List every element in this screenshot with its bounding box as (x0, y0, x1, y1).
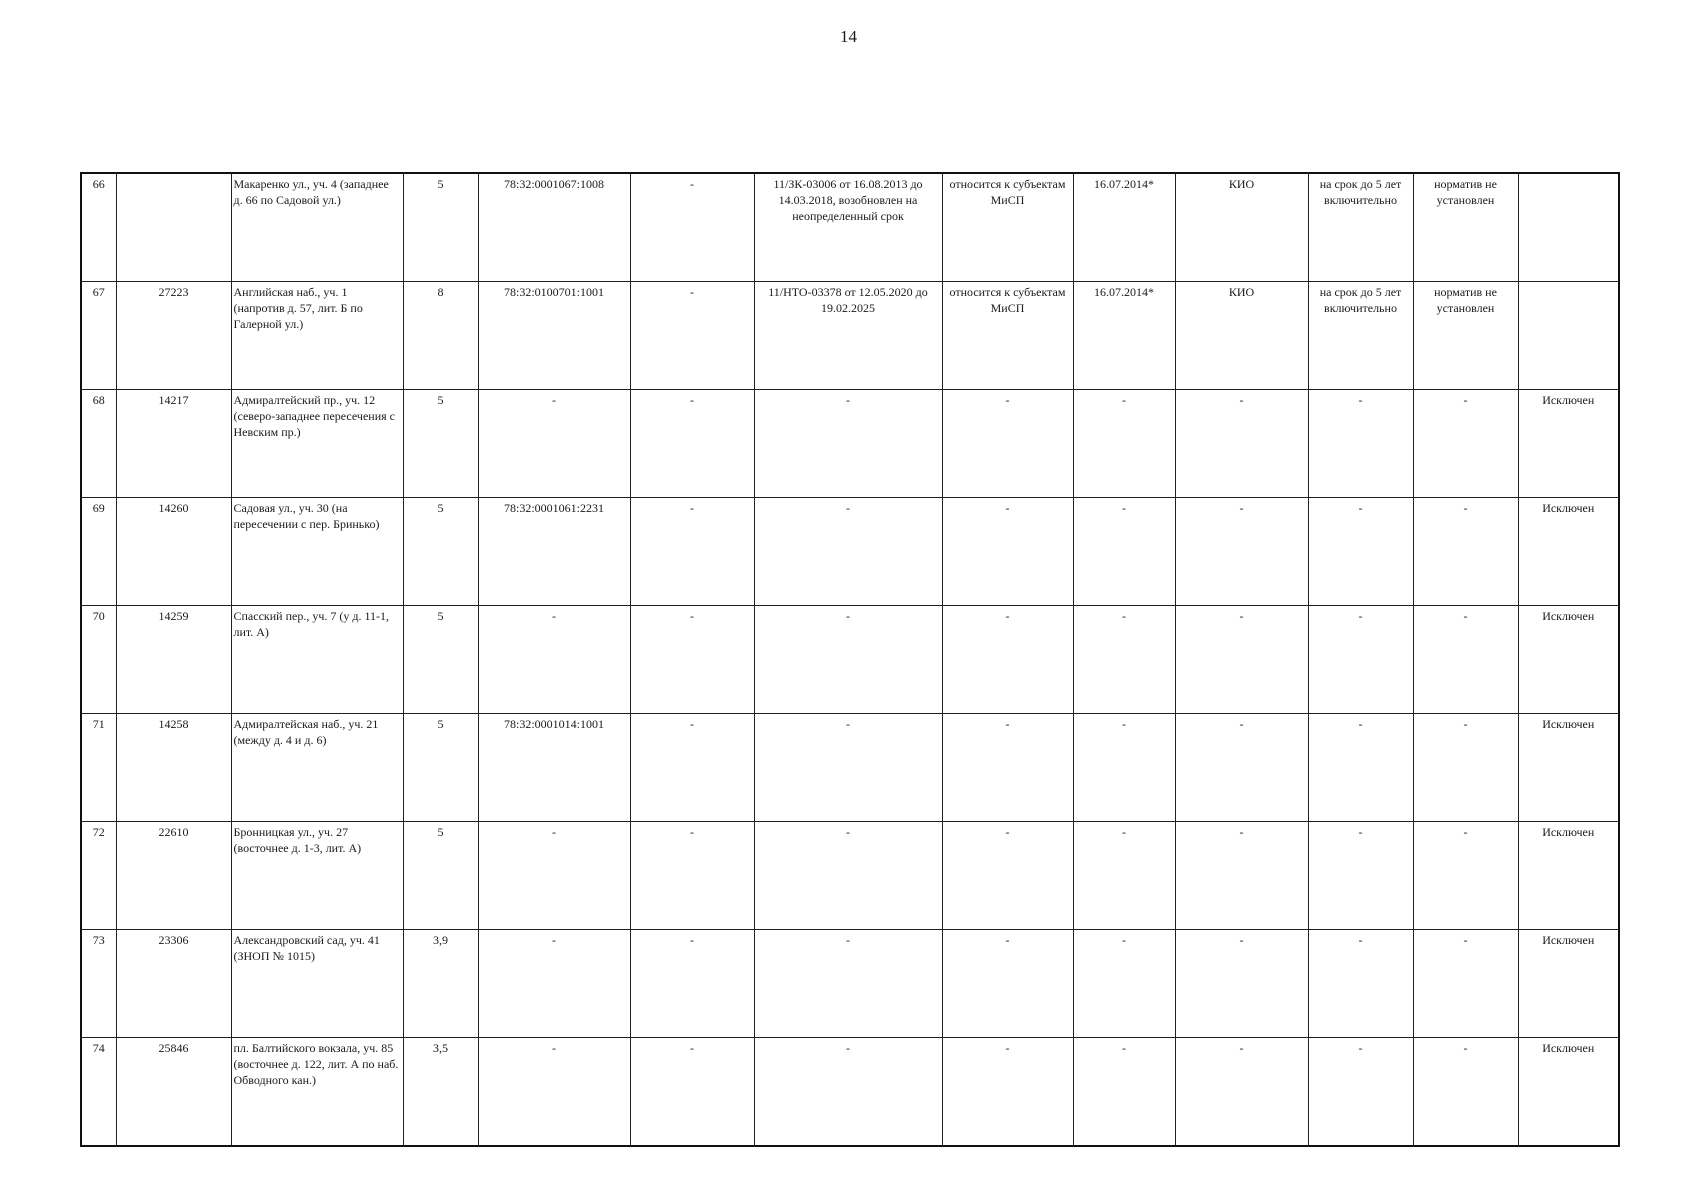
smsp-cell: - (942, 498, 1073, 606)
smsp-cell: - (942, 822, 1073, 930)
column-6-cell: - (630, 390, 754, 498)
cadastral-number-cell: - (478, 1038, 630, 1147)
column-6-cell: - (630, 498, 754, 606)
row-number-cell: 66 (81, 173, 116, 282)
authority-cell: - (1175, 714, 1308, 822)
norm-cell: - (1413, 930, 1518, 1038)
cadastral-number-cell: - (478, 930, 630, 1038)
inclusion-date-cell: - (1073, 1038, 1175, 1147)
area-cell: 5 (403, 173, 478, 282)
page-number: 14 (840, 27, 857, 46)
area-cell: 5 (403, 606, 478, 714)
term-cell: на срок до 5 лет включительно (1308, 173, 1413, 282)
column-6-cell: - (630, 173, 754, 282)
authority-cell: - (1175, 498, 1308, 606)
inclusion-date-cell: 16.07.2014* (1073, 282, 1175, 390)
area-cell: 5 (403, 822, 478, 930)
status-cell (1518, 173, 1619, 282)
column-6-cell: - (630, 282, 754, 390)
column-6-cell: - (630, 606, 754, 714)
area-cell: 5 (403, 390, 478, 498)
inclusion-date-cell: - (1073, 498, 1175, 606)
address-cell: Английская наб., уч. 1 (напротив д. 57, лит. Б по Галерной ул.) (231, 282, 403, 390)
contract-cell: - (754, 714, 942, 822)
row-number-cell: 69 (81, 498, 116, 606)
object-code-cell: 27223 (116, 282, 231, 390)
table-row (81, 390, 1619, 498)
term-cell: - (1308, 1038, 1413, 1147)
address-cell: Спасский пер., уч. 7 (у д. 11-1, лит. А) (231, 606, 403, 714)
status-cell: Исключен (1518, 930, 1619, 1038)
status-cell: Исключен (1518, 1038, 1619, 1147)
norm-cell: - (1413, 498, 1518, 606)
status-cell (1518, 282, 1619, 390)
row-number-cell: 68 (81, 390, 116, 498)
address-cell: Александровский сад, уч. 41 (ЗНОП № 1015) (231, 930, 403, 1038)
area-cell: 3,9 (403, 930, 478, 1038)
status-cell: Исключен (1518, 714, 1619, 822)
row-number-cell: 72 (81, 822, 116, 930)
inclusion-date-cell: - (1073, 822, 1175, 930)
object-code-cell: 23306 (116, 930, 231, 1038)
object-code-cell: 25846 (116, 1038, 231, 1147)
term-cell: - (1308, 606, 1413, 714)
inclusion-date-cell: - (1073, 390, 1175, 498)
area-cell: 5 (403, 714, 478, 822)
inclusion-date-cell: - (1073, 606, 1175, 714)
smsp-cell: - (942, 714, 1073, 822)
inclusion-date-cell: - (1073, 930, 1175, 1038)
table-row (81, 606, 1619, 714)
column-6-cell: - (630, 822, 754, 930)
address-cell: Адмиралтейская наб., уч. 21 (между д. 4 и д. 6) (231, 714, 403, 822)
table-row (81, 282, 1619, 390)
smsp-cell: - (942, 606, 1073, 714)
norm-cell: - (1413, 1038, 1518, 1147)
object-code-cell: 22610 (116, 822, 231, 930)
contract-cell: - (754, 822, 942, 930)
status-cell: Исключен (1518, 390, 1619, 498)
address-cell: Адмиралтейский пр., уч. 12 (северо-западнее пересечения с Невским пр.) (231, 390, 403, 498)
object-code-cell: 14260 (116, 498, 231, 606)
term-cell: на срок до 5 лет включительно (1308, 282, 1413, 390)
status-cell: Исключен (1518, 822, 1619, 930)
address-cell: Макаренко ул., уч. 4 (западнее д. 66 по Садовой ул.) (231, 173, 403, 282)
authority-cell: - (1175, 1038, 1308, 1147)
row-number-cell: 74 (81, 1038, 116, 1147)
authority-cell: - (1175, 822, 1308, 930)
table-row (81, 930, 1619, 1038)
object-code-cell: 14259 (116, 606, 231, 714)
table-row (81, 714, 1619, 822)
registry-table (80, 172, 1620, 1147)
term-cell: - (1308, 930, 1413, 1038)
table-row (81, 822, 1619, 930)
cadastral-number-cell: 78:32:0001014:1001 (478, 714, 630, 822)
authority-cell: - (1175, 930, 1308, 1038)
status-cell: Исключен (1518, 606, 1619, 714)
cadastral-number-cell: 78:32:0100701:1001 (478, 282, 630, 390)
table-row (81, 1038, 1619, 1147)
row-number-cell: 73 (81, 930, 116, 1038)
object-code-cell (116, 173, 231, 282)
cadastral-number-cell: 78:32:0001067:1008 (478, 173, 630, 282)
table-row (81, 173, 1619, 282)
column-6-cell: - (630, 1038, 754, 1147)
term-cell: - (1308, 822, 1413, 930)
contract-cell: - (754, 390, 942, 498)
authority-cell: КИО (1175, 173, 1308, 282)
contract-cell: 11/ЗК-03006 от 16.08.2013 до 14.03.2018, возобновлен на неопределенный срок (754, 173, 942, 282)
term-cell: - (1308, 390, 1413, 498)
smsp-cell: - (942, 1038, 1073, 1147)
object-code-cell: 14217 (116, 390, 231, 498)
term-cell: - (1308, 498, 1413, 606)
norm-cell: - (1413, 714, 1518, 822)
authority-cell: - (1175, 390, 1308, 498)
cadastral-number-cell: 78:32:0001061:2231 (478, 498, 630, 606)
authority-cell: КИО (1175, 282, 1308, 390)
smsp-cell: относится к субъектам МиСП (942, 282, 1073, 390)
norm-cell: норматив не установлен (1413, 282, 1518, 390)
authority-cell: - (1175, 606, 1308, 714)
contract-cell: 11/НТО-03378 от 12.05.2020 до 19.02.2025 (754, 282, 942, 390)
object-code-cell: 14258 (116, 714, 231, 822)
address-cell: Садовая ул., уч. 30 (на пересечении с пер. Бринько) (231, 498, 403, 606)
row-number-cell: 67 (81, 282, 116, 390)
area-cell: 3,5 (403, 1038, 478, 1147)
contract-cell: - (754, 498, 942, 606)
cadastral-number-cell: - (478, 822, 630, 930)
smsp-cell: относится к субъектам МиСП (942, 173, 1073, 282)
norm-cell: - (1413, 822, 1518, 930)
smsp-cell: - (942, 930, 1073, 1038)
address-cell: пл. Балтийского вокзала, уч. 85 (восточнее д. 122, лит. А по наб. Обводного кан.) (231, 1038, 403, 1147)
norm-cell: - (1413, 606, 1518, 714)
table-body (81, 173, 1619, 1146)
area-cell: 8 (403, 282, 478, 390)
inclusion-date-cell: - (1073, 714, 1175, 822)
column-6-cell: - (630, 930, 754, 1038)
status-cell: Исключен (1518, 498, 1619, 606)
area-cell: 5 (403, 498, 478, 606)
norm-cell: - (1413, 390, 1518, 498)
column-6-cell: - (630, 714, 754, 822)
table-row (81, 498, 1619, 606)
contract-cell: - (754, 1038, 942, 1147)
row-number-cell: 71 (81, 714, 116, 822)
norm-cell: норматив не установлен (1413, 173, 1518, 282)
smsp-cell: - (942, 390, 1073, 498)
cadastral-number-cell: - (478, 390, 630, 498)
contract-cell: - (754, 930, 942, 1038)
contract-cell: - (754, 606, 942, 714)
inclusion-date-cell: 16.07.2014* (1073, 173, 1175, 282)
cadastral-number-cell: - (478, 606, 630, 714)
row-number-cell: 70 (81, 606, 116, 714)
term-cell: - (1308, 714, 1413, 822)
address-cell: Бронницкая ул., уч. 27 (восточнее д. 1-3, лит. А) (231, 822, 403, 930)
